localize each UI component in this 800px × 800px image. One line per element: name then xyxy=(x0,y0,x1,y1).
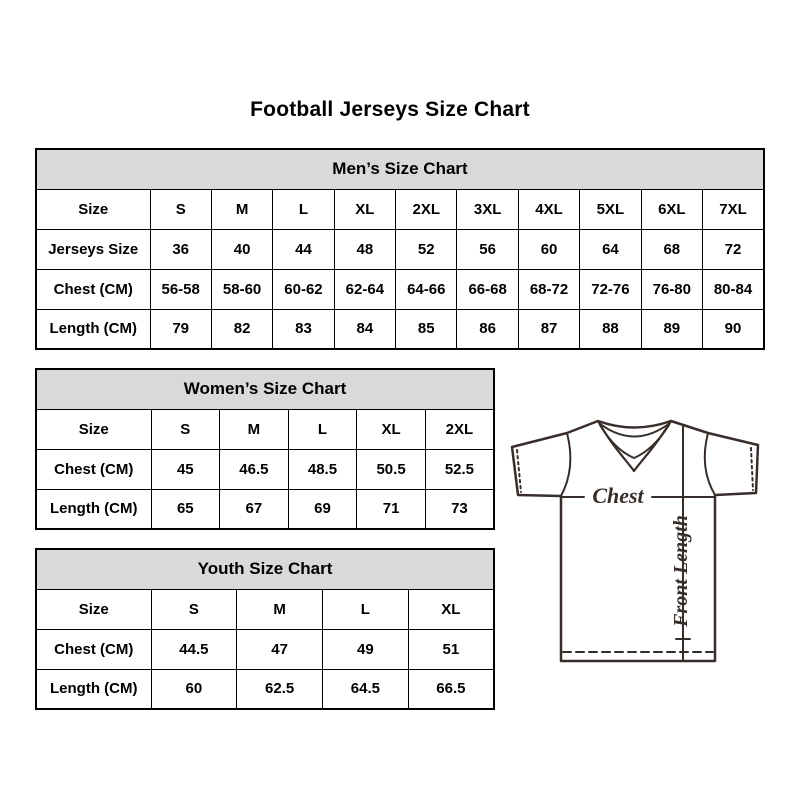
size-cell: 62-64 xyxy=(334,269,395,309)
size-cell: 62.5 xyxy=(237,669,323,709)
size-cell: 51 xyxy=(408,629,494,669)
jersey-diagram-svg xyxy=(500,400,790,690)
size-cell: 48.5 xyxy=(288,449,357,489)
men-table-row xyxy=(36,189,764,229)
size-cell: 36 xyxy=(150,229,211,269)
row-label: Size xyxy=(36,589,151,629)
size-cell: 64.5 xyxy=(323,669,409,709)
size-cell: 73 xyxy=(425,489,494,529)
size-cell: M xyxy=(211,189,272,229)
size-cell: S xyxy=(151,589,237,629)
size-cell: 60-62 xyxy=(273,269,334,309)
men-table-row xyxy=(36,229,764,269)
size-cell: 50.5 xyxy=(357,449,426,489)
chest-label: Chest xyxy=(592,483,644,508)
size-cell: 47 xyxy=(237,629,323,669)
size-cell: 64 xyxy=(580,229,641,269)
right-armhole-seam xyxy=(705,433,715,495)
men-table-row xyxy=(36,309,764,349)
size-cell: 5XL xyxy=(580,189,641,229)
size-cell: 46.5 xyxy=(220,449,289,489)
right-cuff-stitch-line xyxy=(751,448,753,490)
size-cell: 85 xyxy=(396,309,457,349)
size-cell: 67 xyxy=(220,489,289,529)
women-chart-title: Women’s Size Chart xyxy=(36,369,494,409)
size-cell: 44.5 xyxy=(151,629,237,669)
size-cell: S xyxy=(150,189,211,229)
size-cell: 45 xyxy=(151,449,220,489)
size-cell: 90 xyxy=(703,309,764,349)
size-cell: 49 xyxy=(323,629,409,669)
size-cell: 56-58 xyxy=(150,269,211,309)
size-cell: XL xyxy=(408,589,494,629)
size-cell: 2XL xyxy=(396,189,457,229)
row-label: Size xyxy=(36,409,151,449)
size-cell: 89 xyxy=(641,309,702,349)
women-table-row xyxy=(36,409,494,449)
size-cell: L xyxy=(323,589,409,629)
size-cell: XL xyxy=(357,409,426,449)
row-label: Chest (CM) xyxy=(36,269,150,309)
size-cell: 88 xyxy=(580,309,641,349)
size-cell: 66-68 xyxy=(457,269,518,309)
size-cell: L xyxy=(288,409,357,449)
size-cell: 68 xyxy=(641,229,702,269)
size-cell: 48 xyxy=(334,229,395,269)
size-cell: 44 xyxy=(273,229,334,269)
row-label: Jerseys Size xyxy=(36,229,150,269)
youth-table-row xyxy=(36,589,494,629)
size-cell: M xyxy=(220,409,289,449)
size-cell: 68-72 xyxy=(518,269,579,309)
size-cell: L xyxy=(273,189,334,229)
size-cell: 3XL xyxy=(457,189,518,229)
size-cell: 69 xyxy=(288,489,357,529)
size-cell: 40 xyxy=(211,229,272,269)
size-cell: 83 xyxy=(273,309,334,349)
row-label: Chest (CM) xyxy=(36,629,151,669)
size-cell: 71 xyxy=(357,489,426,529)
size-cell: 80-84 xyxy=(703,269,764,309)
size-cell: 65 xyxy=(151,489,220,529)
size-cell: 86 xyxy=(457,309,518,349)
size-cell: 82 xyxy=(211,309,272,349)
size-cell: 66.5 xyxy=(408,669,494,709)
size-cell: 6XL xyxy=(641,189,702,229)
size-cell: M xyxy=(237,589,323,629)
size-cell: 79 xyxy=(150,309,211,349)
size-cell: 52 xyxy=(396,229,457,269)
mens-size-table xyxy=(35,148,765,350)
row-label: Length (CM) xyxy=(36,489,151,529)
womens-size-table xyxy=(35,368,495,530)
front-length-label: Front Length xyxy=(670,515,692,627)
row-label: Length (CM) xyxy=(36,669,151,709)
size-cell: 60 xyxy=(151,669,237,709)
size-cell: 7XL xyxy=(703,189,764,229)
size-cell: 2XL xyxy=(425,409,494,449)
left-armhole-seam xyxy=(561,433,570,496)
size-cell: 87 xyxy=(518,309,579,349)
size-cell: 4XL xyxy=(518,189,579,229)
size-cell: 76-80 xyxy=(641,269,702,309)
row-label: Size xyxy=(36,189,150,229)
size-cell: 72 xyxy=(703,229,764,269)
size-cell: 84 xyxy=(334,309,395,349)
men-table-row xyxy=(36,269,764,309)
row-label: Chest (CM) xyxy=(36,449,151,489)
size-cell: 56 xyxy=(457,229,518,269)
youth-table-row xyxy=(36,629,494,669)
men-chart-title: Men’s Size Chart xyxy=(36,149,764,189)
size-cell: 52.5 xyxy=(425,449,494,489)
youth-size-table xyxy=(35,548,495,710)
youth-chart-title: Youth Size Chart xyxy=(36,549,494,589)
row-label: Length (CM) xyxy=(36,309,150,349)
size-cell: XL xyxy=(334,189,395,229)
women-table-row xyxy=(36,489,494,529)
jersey-measurement-diagram xyxy=(500,400,790,690)
youth-table-row xyxy=(36,669,494,709)
size-cell: 64-66 xyxy=(396,269,457,309)
size-cell: 60 xyxy=(518,229,579,269)
page-title: Football Jerseys Size Chart xyxy=(250,98,530,121)
size-cell: 72-76 xyxy=(580,269,641,309)
women-table-row xyxy=(36,449,494,489)
size-cell: S xyxy=(151,409,220,449)
size-cell: 58-60 xyxy=(211,269,272,309)
